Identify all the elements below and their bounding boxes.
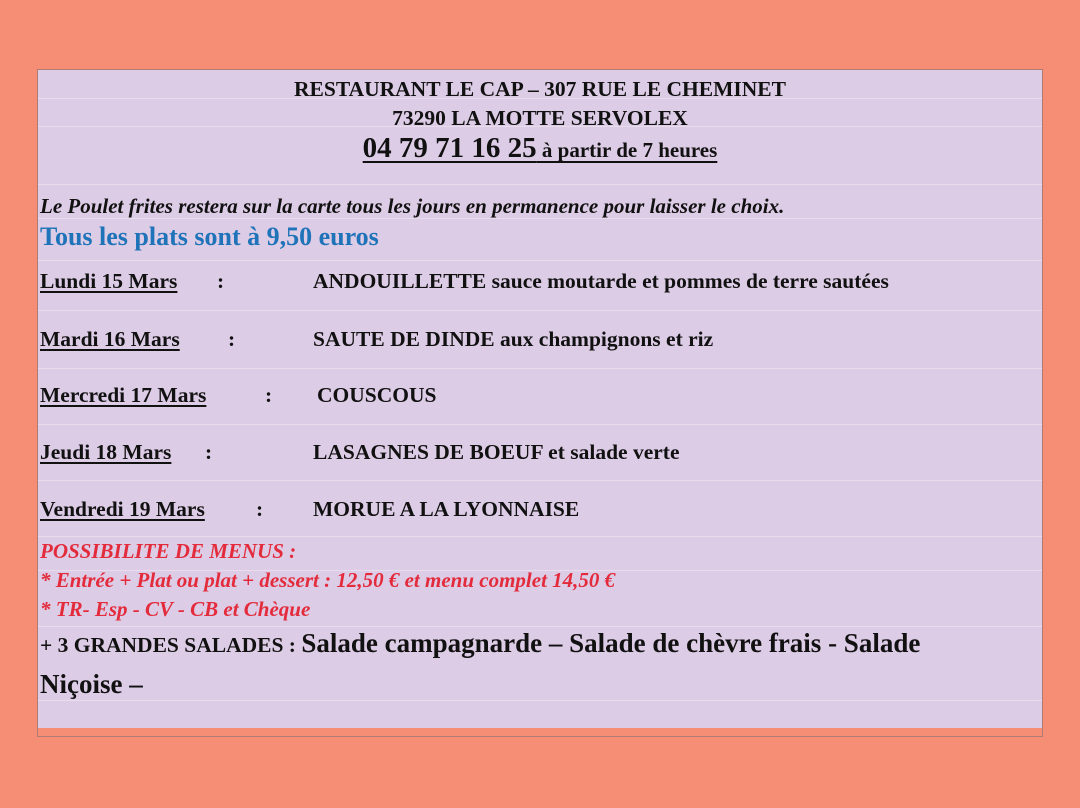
day-colon: :	[205, 440, 213, 464]
day-label: Lundi 15 Mars	[40, 269, 178, 293]
opening-time: à partir de 7 heures	[536, 138, 718, 162]
salads-line	[40, 625, 1000, 707]
day-dish: SAUTE DE DINDE aux champignons et riz	[313, 327, 714, 351]
phone-line	[38, 132, 1042, 165]
day-row-friday	[40, 497, 1042, 525]
day-label: Mercredi 17 Mars	[40, 383, 207, 407]
day-label: Mardi 16 Mars	[40, 327, 180, 351]
day-row-monday	[40, 269, 1042, 297]
day-row-tuesday	[40, 327, 1042, 355]
day-colon: :	[217, 269, 225, 293]
day-label: Vendredi 19 Mars	[40, 497, 205, 521]
salads-list: Salade campagnarde – Salade de chèvre frais - Salade Niçoise –	[40, 628, 921, 699]
day-row-wednesday	[40, 383, 1042, 411]
price-line: Tous les plats sont à 9,50 euros	[40, 222, 379, 251]
day-dish: LASAGNES DE BOEUF et salade verte	[313, 440, 680, 464]
menu-board	[37, 69, 1043, 737]
day-row-thursday	[40, 440, 1042, 468]
salads-lead: + 3 GRANDES SALADES :	[40, 633, 302, 657]
day-colon: :	[228, 327, 236, 351]
menus-prices: * Entrée + Plat ou plat + dessert : 12,50 € et menu complet 14,50 €	[40, 568, 616, 592]
day-dish: ANDOUILLETTE sauce moutarde et pommes de terre sautées	[313, 269, 889, 293]
restaurant-city: 73290 LA MOTTE SERVOLEX	[392, 106, 688, 130]
phone-number: 04 79 71 16 25	[362, 132, 537, 164]
day-dish: MORUE A LA LYONNAISE	[313, 497, 580, 521]
restaurant-address: RESTAURANT LE CAP – 307 RUE LE CHEMINET	[294, 77, 786, 101]
day-label: Jeudi 18 Mars	[40, 440, 172, 464]
permanent-dish-note: Le Poulet frites restera sur la carte tous les jours en permanence pour laisser le choix.	[40, 194, 785, 218]
menus-payment: * TR- Esp - CV - CB et Chèque	[40, 597, 311, 621]
day-dish: COUSCOUS	[317, 383, 437, 407]
menus-title: POSSIBILITE DE MENUS :	[40, 539, 297, 563]
day-colon: :	[256, 497, 264, 521]
day-colon: :	[265, 383, 273, 407]
panel-bottom-band	[38, 728, 1042, 736]
